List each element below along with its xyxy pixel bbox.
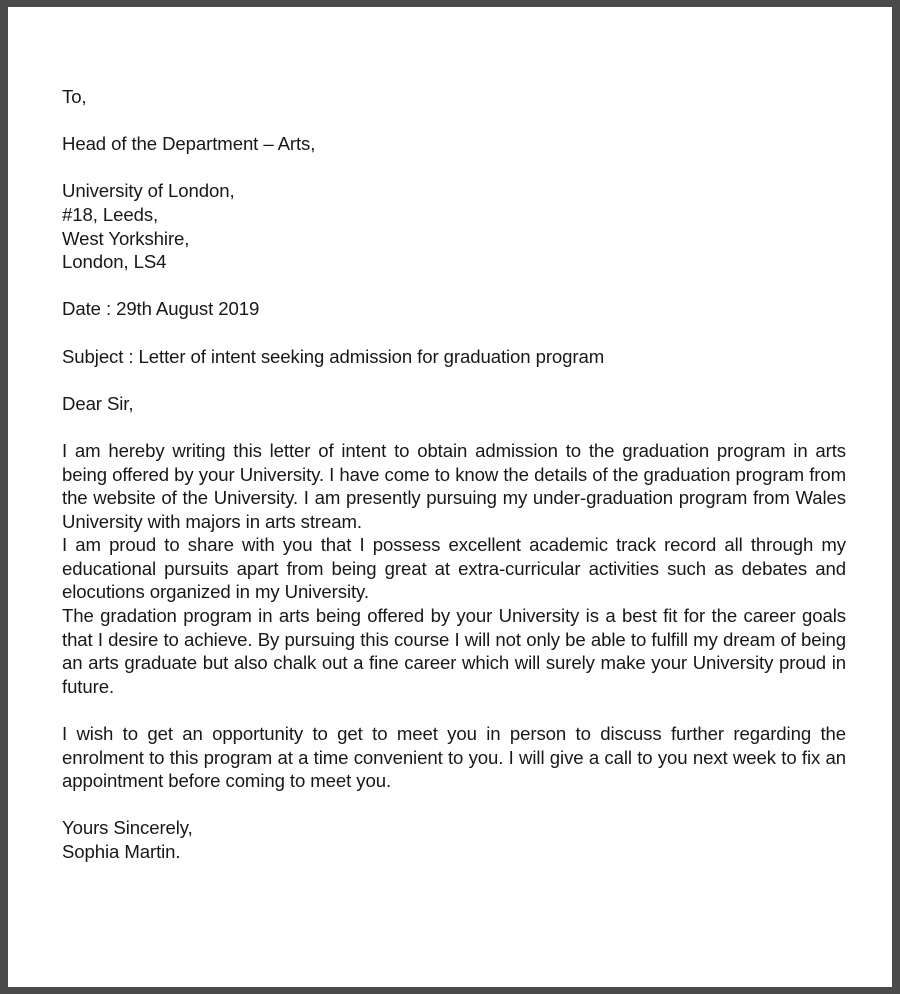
spacer-after-address [62,274,846,298]
body-paragraph-1: I am hereby writing this letter of intent to obtain admission to the graduation program in arts being offered by your University. I have come to know the details of the graduation program from the website of the University. I am presently pursuing my under-graduation program from Wales University with majors in arts stream. [62,439,846,532]
body-paragraph-4: I wish to get an opportunity to get to meet you in person to discuss further regarding the enrolment to this program at a time convenient to you. I will give a call to you next week to fix an appointment before coming to meet you. [62,723,846,792]
address-line-region: West Yorkshire, [62,227,190,249]
body-paragraph-2: I am proud to share with you that I possess excellent academic track record all through my educational pursuits apart from being great at extra-curricular activities such as debates and elocutions organized in my University. [62,534,846,603]
spacer-after-salutation [62,415,846,439]
address-line-street: #18, Leeds, [62,203,159,225]
spacer-after-subject [62,368,846,392]
to-label: To, [62,86,87,107]
letter-content [62,85,846,864]
body-paragraph-3: The gradation program in arts being offered by your University is a best fit for the career goals that I desire to achieve. By pursuing this course I will not only be able to fulfill my dream of being an arts graduate but also chalk out a fine career which will surely make your University proud in future. [62,605,846,697]
address-line-university: University of London, [62,180,235,202]
spacer-after-date [62,321,846,345]
subject-line: Subject : Letter of intent seeking admission for graduation program [62,345,605,367]
signature-name: Sophia Martin. [62,841,181,862]
valediction: Yours Sincerely, [62,817,193,839]
spacer-before-signature [62,793,846,817]
recipient-title: Head of the Department – Arts, [62,133,316,155]
address-line-city-postcode: London, LS4 [62,251,167,273]
date-line: Date : 29th August 2019 [62,298,260,320]
spacer-after-to [62,109,846,133]
spacer-before-closing-request [62,698,846,722]
letter-page [8,7,892,987]
salutation: Dear Sir, [62,392,134,414]
spacer-after-recipient [62,156,846,180]
